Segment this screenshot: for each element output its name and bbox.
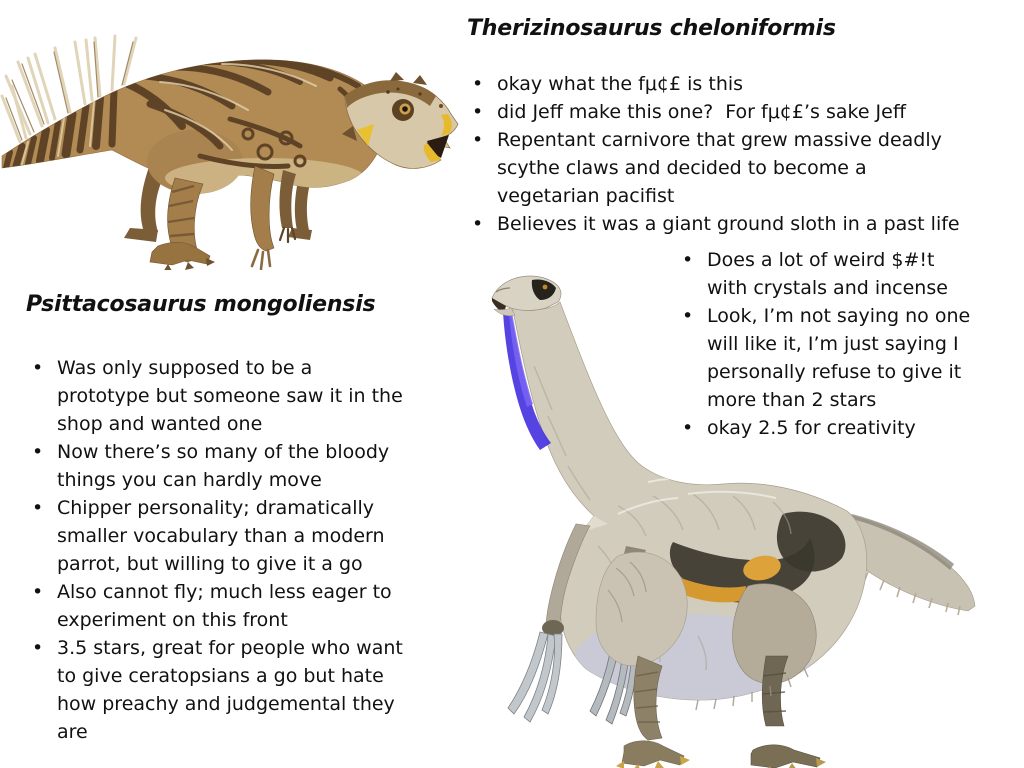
bullet-item: • 3.5 stars, great for people who want to give ceratopsians a go but hate how preachy and judgemental they are — [28, 634, 409, 746]
bullet-item: • okay 2.5 for creativity — [678, 414, 974, 442]
bullet-item: • Look, I’m not saying no one will like it, I’m just saying I personally refuse to give it more than 2 stars — [678, 302, 974, 414]
bullet-item: • Was only supposed to be a prototype but someone saw it in the shop and wanted one — [28, 354, 409, 438]
psittacosaurus-bullet-list — [28, 354, 409, 746]
bullet-item: • Believes it was a giant ground sloth in a past life — [468, 210, 968, 238]
therizinosaurus-bullet-list — [468, 70, 968, 238]
psittacosaurus-title: Psittacosaurus mongoliensis — [26, 292, 376, 317]
scythe-claws — [508, 632, 562, 722]
therizinosaurus-side-bullet-list — [678, 246, 977, 442]
psittacosaurus-image — [0, 34, 460, 270]
bullet-item: • Repentant carnivore that grew massive deadly scythe claws and decided to become a vegetarian pacifist — [468, 126, 968, 210]
bullet-item: • okay what the fμ¢£ is this — [468, 70, 968, 98]
bullet-item: • did Jeff make this one? For fμ¢£’s sake Jeff — [468, 98, 968, 126]
bullet-item: • Does a lot of weird $#!t with crystals and incense — [678, 246, 974, 302]
bullet-item: • Also cannot fly; much less eager to experiment on this front — [28, 578, 409, 634]
bullet-item: • Chipper personality; dramatically smaller vocabulary than a modern parrot, but willing to give it a go — [28, 494, 409, 578]
therizinosaurus-title: Therizinosaurus cheloniformis — [467, 16, 836, 41]
bullet-item: • Now there’s so many of the bloody things you can hardly move — [28, 438, 409, 494]
